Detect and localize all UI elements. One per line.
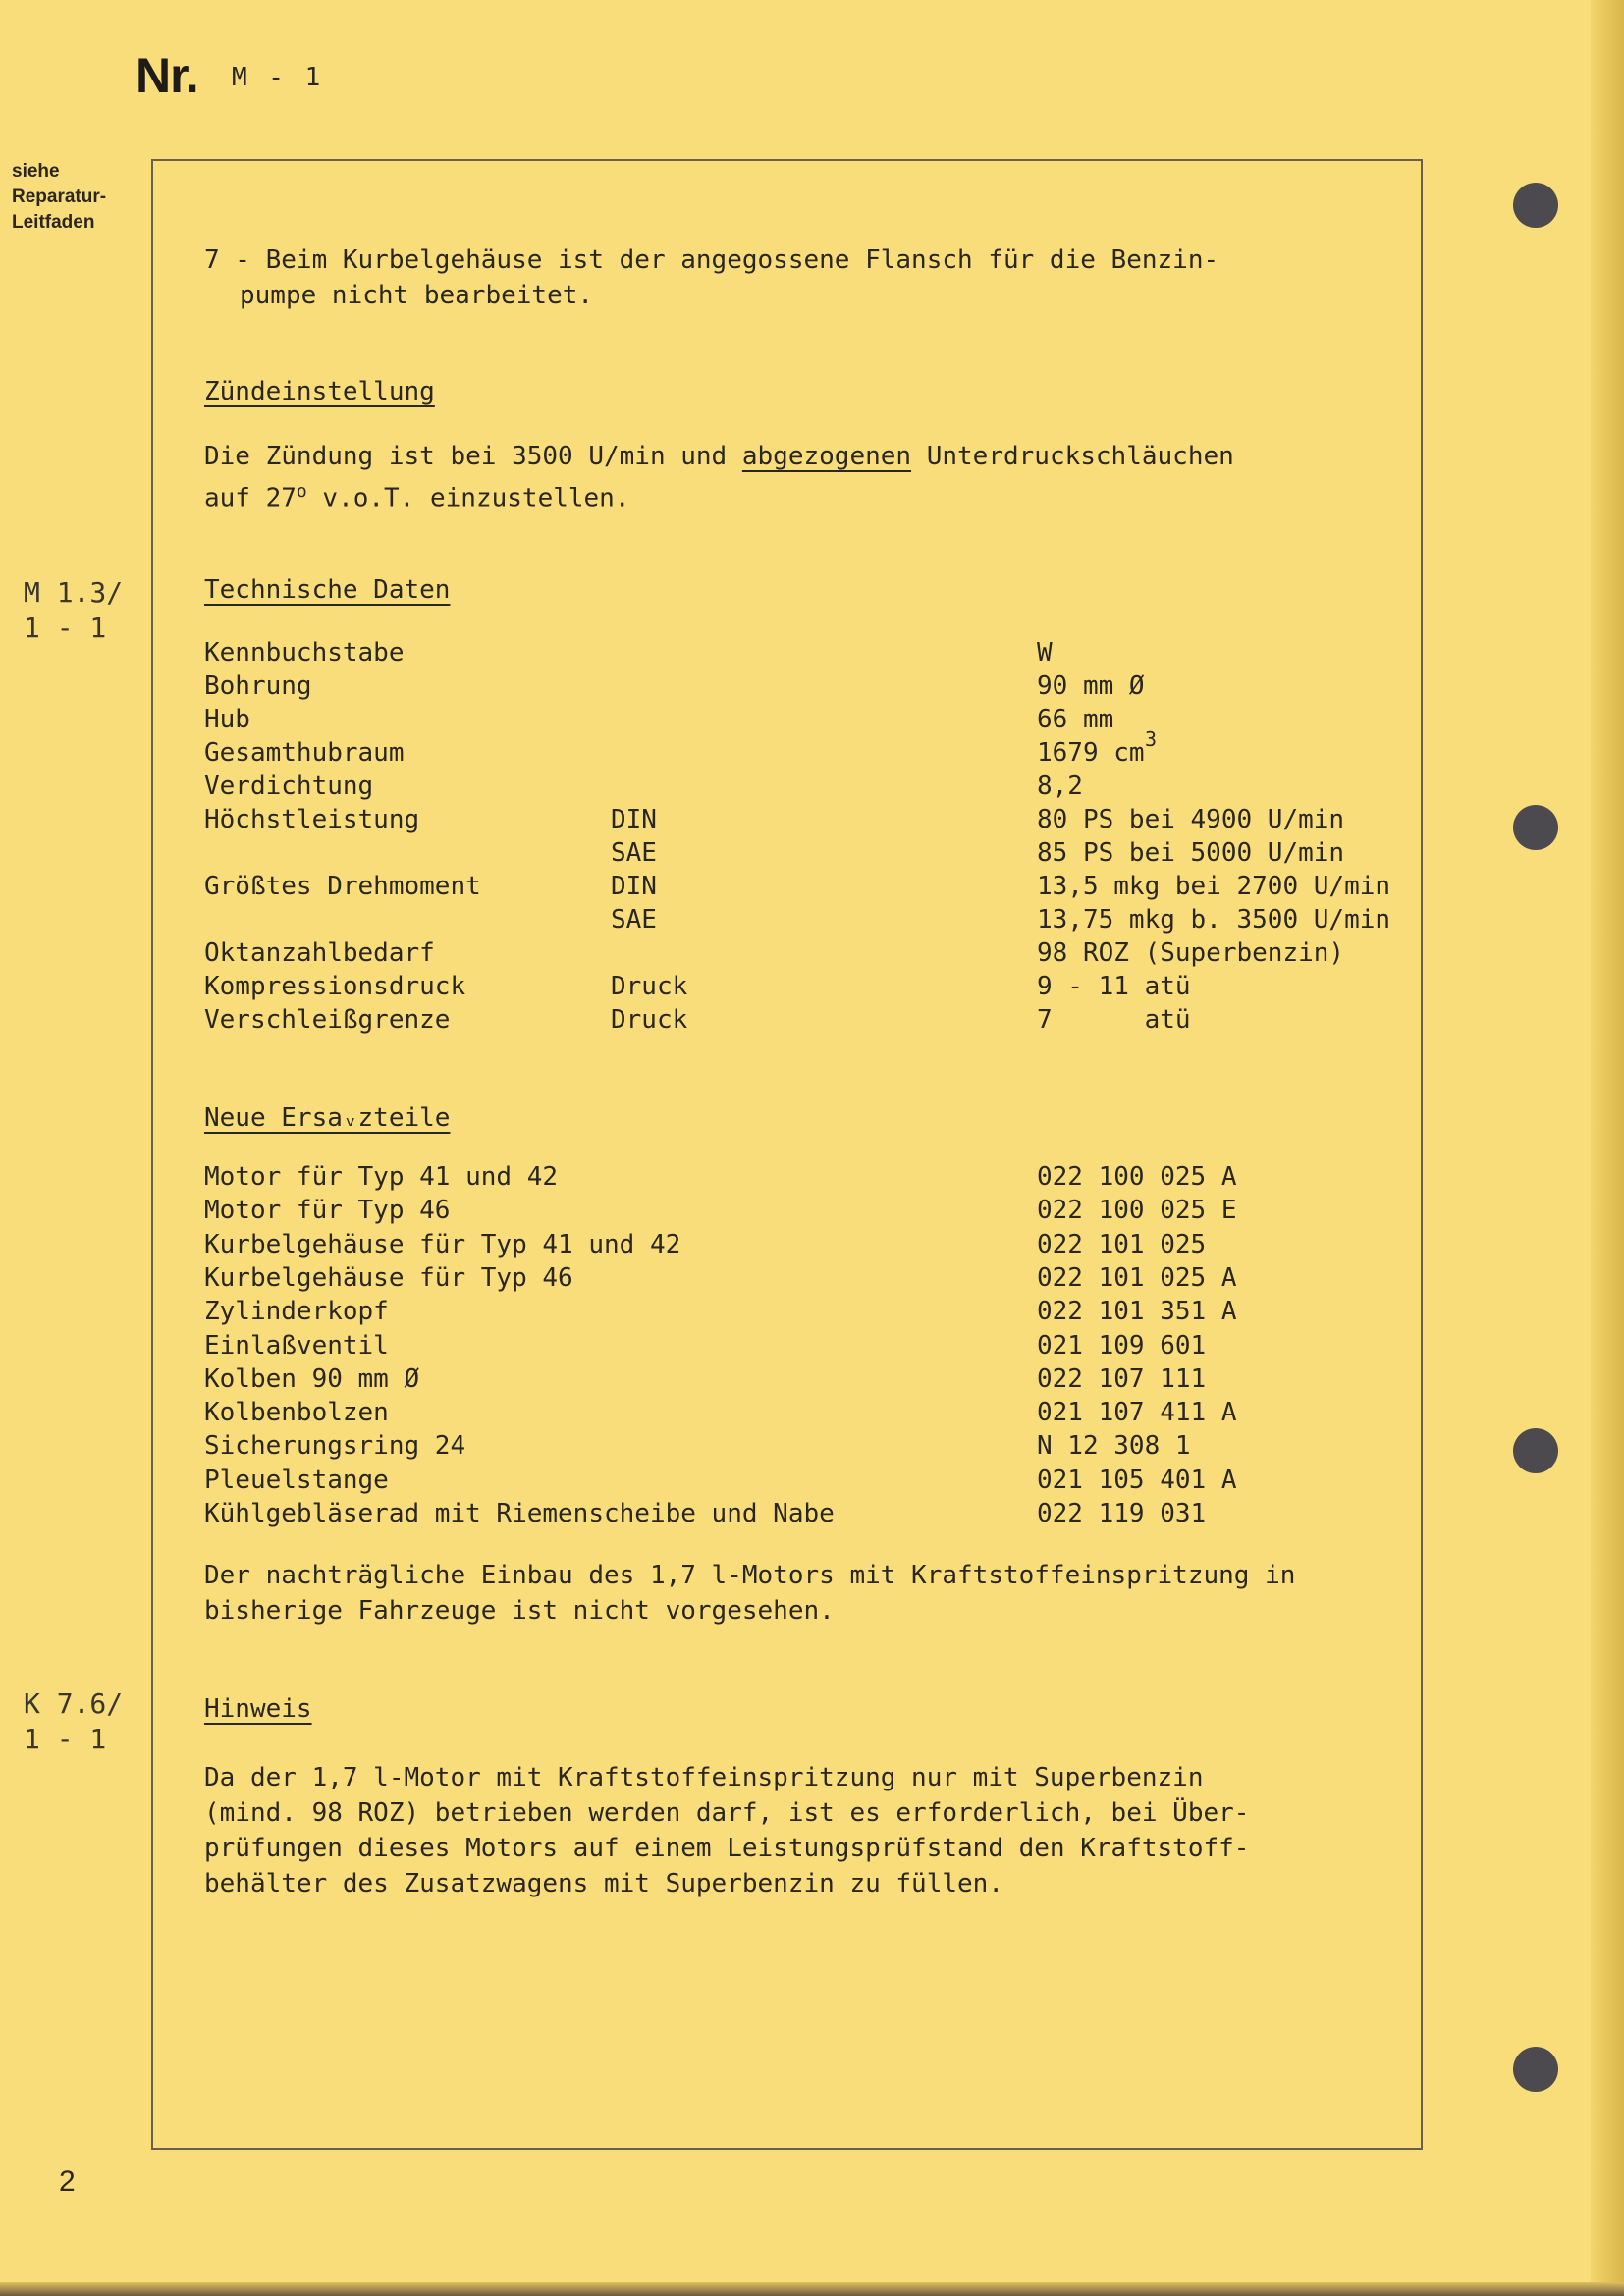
margin-ref-line: K 7.6/ [24, 1687, 124, 1720]
ignition-text: v.o.T. einzustellen. [306, 483, 630, 513]
spec-value: 9 - 11 atü [1037, 972, 1191, 1001]
part-number: 021 105 401 A [1037, 1465, 1237, 1495]
part-number: 022 100 025 E [1037, 1196, 1237, 1226]
part-number: 021 107 411 A [1037, 1398, 1237, 1428]
document-number: M - 1 [232, 63, 324, 92]
spec-standard: SAE [611, 905, 657, 934]
table-row [204, 1297, 1422, 1330]
side-note-line: Leitfaden [12, 212, 95, 233]
part-number: N 12 308 1 [1037, 1431, 1191, 1462]
spec-label: Oktanzahlbedarf [204, 938, 435, 968]
table-row [204, 1263, 1422, 1297]
part-name: Einlaßventil [204, 1330, 389, 1361]
spec-value: 80 PS bei 4900 U/min [1037, 805, 1345, 834]
spec-label: Kennbuchstabe [204, 638, 405, 667]
spec-value: 90 mm Ø [1037, 671, 1145, 701]
spec-label: Kompressionsdruck [204, 972, 466, 1001]
spec-standard: DIN [611, 872, 657, 901]
page-bottom-edge [0, 2282, 1624, 2296]
side-note-line: siehe [12, 161, 60, 182]
spec-value: 13,75 mkg b. 3500 U/min [1037, 905, 1391, 934]
punch-hole [1513, 183, 1558, 228]
spec-value: 8,2 [1037, 772, 1083, 801]
parts-note-line: bisherige Fahrzeuge ist nicht vorgesehen. [204, 1596, 835, 1626]
spec-value: 98 ROZ (Superbenzin) [1037, 938, 1345, 968]
hint-line: prüfungen dieses Motors auf einem Leistungsprüfstand den Kraftstoff- [204, 1834, 1250, 1863]
part-name: Motor für Typ 41 und 42 [204, 1162, 559, 1192]
spec-label: Hub [204, 705, 250, 734]
table-row [204, 772, 1422, 805]
part-name: Sicherungsring 24 [204, 1431, 466, 1462]
table-row [204, 905, 1422, 938]
spec-label: Höchstleistung [204, 805, 420, 834]
ignition-emphasis: abgezogenen [741, 442, 912, 471]
part-number: 022 101 025 [1037, 1229, 1207, 1259]
part-number: 022 101 025 A [1037, 1262, 1237, 1293]
spec-value: W [1037, 638, 1053, 667]
item7-line: pumpe nicht bearbeitet. [240, 281, 594, 310]
table-row [204, 1431, 1422, 1465]
part-name: Zylinderkopf [204, 1297, 389, 1327]
part-number: 022 101 351 A [1037, 1297, 1237, 1327]
item7-line: 7 - Beim Kurbelgehäuse ist der angegossene Flansch für die Benzin- [204, 245, 1219, 275]
table-row [204, 805, 1422, 838]
spec-value: 13,5 mkg bei 2700 U/min [1037, 872, 1391, 901]
table-row [204, 1005, 1422, 1039]
part-name: Motor für Typ 46 [204, 1196, 451, 1226]
spec-value: 85 PS bei 5000 U/min [1037, 838, 1345, 868]
punch-hole [1513, 2047, 1558, 2092]
ignition-text: Die Zündung ist bei 3500 U/min und [204, 442, 742, 471]
table-row [204, 705, 1422, 738]
table-row [204, 972, 1422, 1005]
table-row [204, 671, 1422, 705]
table-row [204, 1331, 1422, 1364]
margin-reference-hint [24, 1686, 123, 1757]
ignition-heading: Zündeinstellung [204, 377, 435, 406]
punch-hole [1513, 1428, 1558, 1473]
part-number: 022 119 031 [1037, 1499, 1207, 1528]
repair-guide-note [12, 159, 106, 236]
ignition-text: Unterdruckschläuchen [911, 442, 1234, 471]
side-note-line: Reparatur- [12, 187, 107, 207]
table-row [204, 1398, 1422, 1431]
spec-value: 66 mm [1037, 705, 1114, 734]
ignition-line [204, 440, 1234, 473]
parts-note-line: Der nachträgliche Einbau des 1,7 l-Motors mit Kraftstoffeinspritzung in [204, 1561, 1296, 1590]
table-row [204, 838, 1422, 872]
page-edge [1591, 0, 1624, 2296]
parts-heading: Neue Ersaᵥzteile [204, 1103, 451, 1133]
table-row [204, 1162, 1422, 1196]
tech-heading: Technische Daten [204, 575, 451, 605]
punch-hole [1513, 805, 1558, 850]
table-row [204, 938, 1422, 972]
part-name: Kurbelgehäuse für Typ 41 und 42 [204, 1229, 681, 1259]
margin-reference-tech [24, 575, 123, 646]
hint-line: Da der 1,7 l-Motor mit Kraftstoffeinspritzung nur mit Superbenzin [204, 1763, 1204, 1792]
part-name: Kurbelgehäuse für Typ 46 [204, 1262, 573, 1293]
degree-sign: o [296, 481, 307, 502]
hint-heading: Hinweis [204, 1694, 312, 1724]
table-row [204, 1466, 1422, 1499]
table-row [204, 738, 1422, 772]
table-row [204, 1230, 1422, 1263]
ignition-line [204, 475, 630, 515]
part-number: 021 109 601 [1037, 1330, 1207, 1361]
spec-standard: Druck [611, 1005, 688, 1035]
spec-standard: Druck [611, 972, 688, 1001]
spec-value: 1679 cm [1037, 738, 1145, 768]
document-number-label: Nr. [135, 48, 198, 103]
spec-standard: DIN [611, 805, 657, 834]
part-number: 022 100 025 A [1037, 1162, 1237, 1192]
part-name: Pleuelstange [204, 1465, 389, 1495]
part-name: Kolben 90 mm Ø [204, 1363, 420, 1394]
hint-line: (mind. 98 ROZ) betrieben werden darf, ist es erforderlich, bei Über- [204, 1798, 1250, 1828]
page-number: 2 [59, 2165, 76, 2198]
hint-line: behälter des Zusatzwagens mit Superbenzin zu füllen. [204, 1869, 1003, 1898]
spec-label: Gesamthubraum [204, 738, 405, 768]
spec-value: 7 atü [1037, 1005, 1191, 1035]
margin-ref-line: 1 - 1 [24, 612, 107, 644]
spec-label: Bohrung [204, 671, 312, 701]
spec-label: Größtes Drehmoment [204, 872, 481, 901]
table-row [204, 1196, 1422, 1229]
part-number: 022 107 111 [1037, 1363, 1207, 1394]
spec-label: Verdichtung [204, 772, 374, 801]
table-row [204, 872, 1422, 905]
part-name: Kühlgebläserad mit Riemenscheibe und Nabe [204, 1499, 835, 1528]
ignition-text: auf 27 [204, 483, 297, 513]
margin-ref-line: 1 - 1 [24, 1723, 107, 1755]
spec-standard: SAE [611, 838, 657, 868]
margin-ref-line: M 1.3/ [24, 576, 124, 609]
table-row [204, 1364, 1422, 1398]
table-row [204, 1499, 1422, 1532]
part-name: Kolbenbolzen [204, 1398, 389, 1428]
table-row [204, 638, 1422, 671]
spec-label: Verschleißgrenze [204, 1005, 451, 1035]
cubic-superscript: 3 [1145, 727, 1158, 751]
